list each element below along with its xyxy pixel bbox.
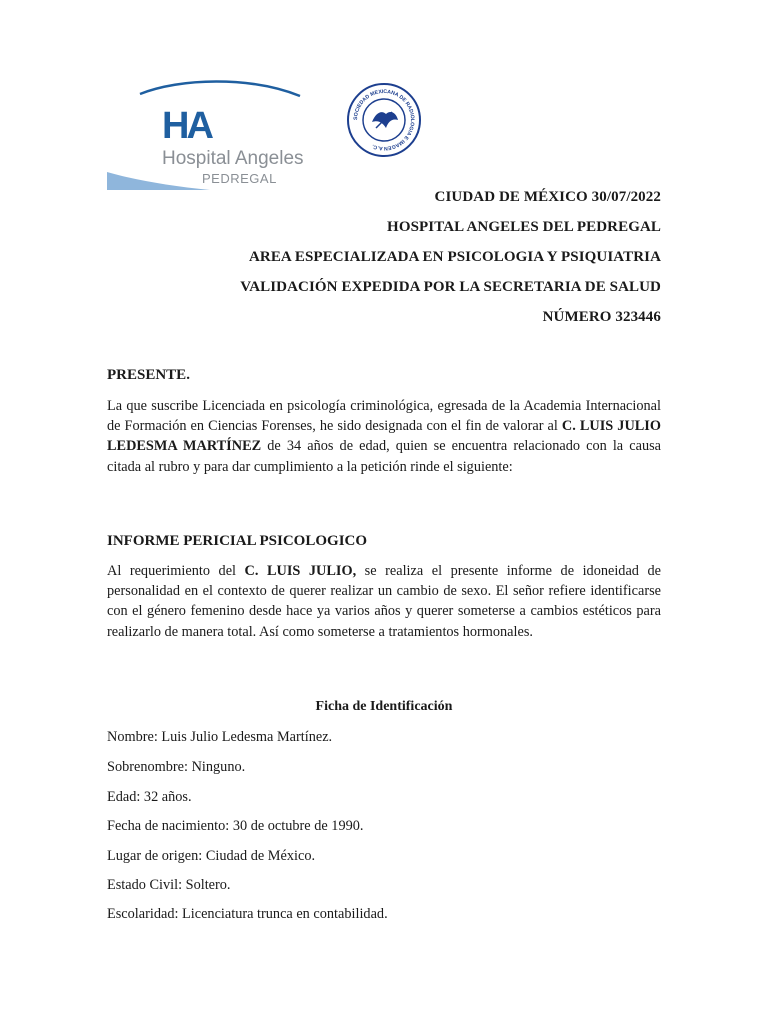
seal-ring-text: SOCIEDAD MEXICANA DE RADIOLOGIA E IMAGEN A.C. bbox=[352, 88, 416, 152]
ficha-title: Ficha de Identificación bbox=[315, 699, 453, 714]
field-escolaridad: Escolaridad: Licenciatura trunca en contabilidad. bbox=[107, 906, 388, 922]
logo-swoosh-bottom bbox=[107, 172, 210, 190]
presente-paragraph: La que suscribe Licenciada en psicología criminológica, egresada de la Academia Internacional de Formación en Ciencias Forenses, he sido designada con el fin de valorar al C. LUIS JULIO LEDESMA MARTÍNEZ de 34 años de edad, quien se encuentra relacionado con la causa citada al rubro y para dar cumplimiento a la petición rinde el siguiente: bbox=[107, 398, 661, 475]
presente-heading: PRESENTE. bbox=[107, 367, 190, 383]
hospital-angeles-logo bbox=[100, 76, 315, 194]
field-fecha-nacimiento: Fecha de nacimiento: 30 de octubre de 1990. bbox=[107, 818, 364, 834]
field-edad: Edad: 32 años. bbox=[107, 789, 192, 805]
field-estado-civil: Estado Civil: Soltero. bbox=[107, 877, 231, 893]
logo-swoosh-top bbox=[140, 82, 300, 97]
validation-line: VALIDACIÓN EXPEDIDA POR LA SECRETARIA DE SALUD bbox=[240, 279, 661, 295]
city-date: CIUDAD DE MÉXICO 30/07/2022 bbox=[434, 189, 661, 205]
informe-paragraph: Al requerimiento del C. LUIS JULIO, se realiza el presente informe de idoneidad de personalidad en el contexto de querer realizar un cambio de sexo. El señor refiere identificarse con el género femenino desde hace ya varios años y querer someterse a cambios estéticos para realizarlo de manera total. Así como someterse a tratamientos hormonales. bbox=[107, 563, 661, 640]
subject-name: C. LUIS JULIO LEDESMA MARTÍNEZ bbox=[107, 418, 661, 455]
field-lugar-origen: Lugar de origen: Ciudad de México. bbox=[107, 848, 316, 864]
specialty-area: AREA ESPECIALIZADA EN PSICOLOGIA Y PSIQUIATRIA bbox=[248, 249, 661, 265]
subject-short-name: C. LUIS JULIO, bbox=[244, 563, 357, 579]
field-sobrenombre: Sobrenombre: Ninguno. bbox=[107, 759, 246, 775]
field-nombre: Nombre: Luis Julio Ledesma Martínez. bbox=[107, 729, 333, 745]
logo-line2: PEDREGAL bbox=[202, 171, 277, 186]
hospital-name: HOSPITAL ANGELES DEL PEDREGAL bbox=[387, 219, 661, 235]
logo-line1: Hospital Angeles bbox=[162, 148, 304, 169]
medical-society-seal-icon bbox=[346, 82, 422, 158]
informe-heading: INFORME PERICIAL PSICOLOGICO bbox=[107, 533, 368, 549]
logo-mark: HA bbox=[162, 105, 211, 147]
document-number: NÚMERO 323446 bbox=[542, 309, 661, 325]
